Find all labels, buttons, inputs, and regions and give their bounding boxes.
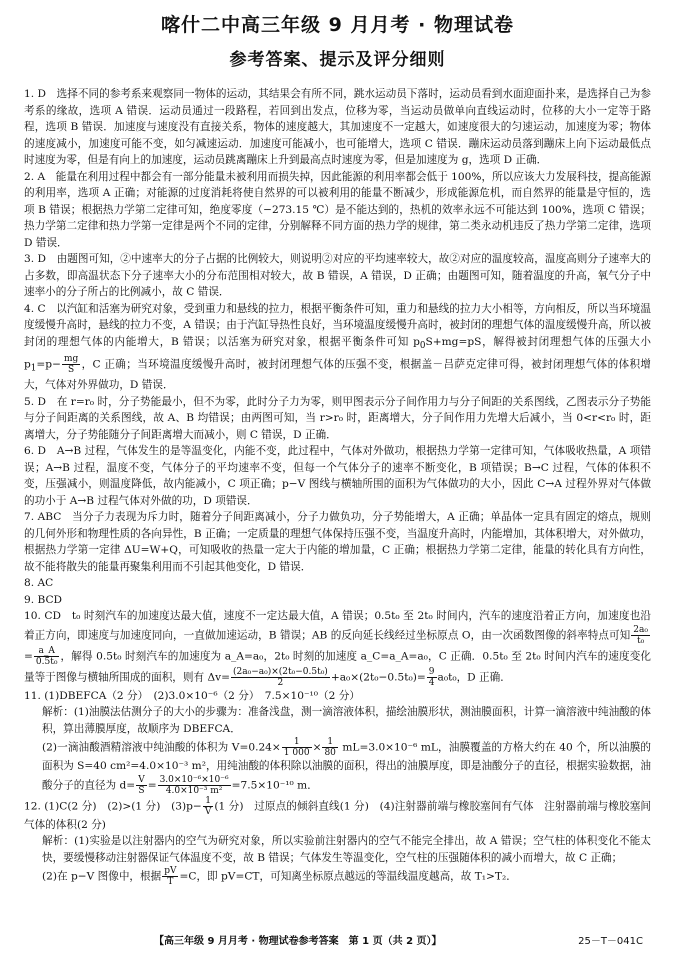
answer-q9: 9. BCD <box>24 593 63 606</box>
answer-q2: 2. A 能量在利用过程中都会有一部分能量未被利用而损失掉，因此能源的利用率都会低于 100%，所以应该大力发展科技，提高能源的利用率，选项 A 正确；对能源的过度消耗将使自然界的可以被利用的能量不断减少，形成能源危机，而自然界的能量是守恒的，选项 B 错误；根据热力学第二定律可知，绝度零度（−273.15 ℃）是不能达到的，热机的效率永远不可能达到 100%，选项 C 错误；热力学第二定律和热力学第一定律是两个不同的定律，分别解释不同方面的热力学的规律，第二类永动机违反了热力学第二定律，选项 D 错误． <box>24 170 651 249</box>
answer-q12-head: 12. (1)C(2 分) (2)>(1 分) (3)p− $\frac{1}{V}$ (1 分) 过原点的倾斜直线(1 分) (4)注射器前端与橡胶塞间有气体 注射器前端与橡胶塞间气体的体积(2 分) <box>24 795 652 831</box>
answer-q7: 7. ABC 当分子力表现为斥力时，随着分子间距离减小，分子力做负功，分子势能增大，A 正确；单晶体一定具有固定的熔点，规则的几何外形和物理性质的各向异性，B 正确；一定质量的理想气体保持压强不变，当温度升高时，内能增加，其体积增大，对外做功，根据热力学第一定律 ΔU=W+Q，可知吸收的热量一定大于内能的增加量，C 正确；根据热力学第二定律，能量的转化具有方向性，故不能将散失的能量再聚集利用而不引起其他变化，D 错误． <box>24 511 651 573</box>
q10-text-c: +a₀×(2t₀−0.5t₀)= <box>330 671 426 684</box>
answer-q11-analysis-1: 解析：(1)油膜法估测分子的大小的步骤为：准备浅盘，测一滴溶液体积，描绘油膜形状，测油膜面积，计算一滴溶液中纯油酸的体积，算出薄膜厚度，故顺序为 DBEFCA． <box>42 706 651 735</box>
q10-fraction-3: $\frac{\text{(2a₀−a₀)×(2t₀−0.5t₀)}}{2}$ <box>232 666 328 688</box>
q11-fraction-2: $\frac{1}{80}$ <box>324 737 336 759</box>
q10-fraction-2: $\frac{a\_A}{\text{0.5t₀}}$ <box>35 645 58 667</box>
answer-q11-head: 11. (1)DBEFCA（2 分） (2)3.0×10⁻⁶（2 分） 7.5×10⁻¹⁰（2 分） <box>24 689 360 702</box>
q10-text-a: 10. CD t₀ 时刻汽车的加速度达最大值，速度不一定达最大值，A 错误；0.5t₀ 至 2t₀ 时间内，汽车的速度沿着正方向，加速度也沿着正方向，即速度与加速度同向，一直做加速运动，B 错误；AB 的反向延长线经过坐标原点 O，由一次函数图像的斜率特点可知 <box>24 610 651 642</box>
q12-fraction-2: $\frac{pV}{T}$ <box>164 866 177 888</box>
q11-fraction-3: $\frac{V}{S}$ <box>138 774 145 796</box>
answers-body <box>24 86 651 887</box>
answer-q4: 4. C 以汽缸和活塞为研究对象，受到重力和悬线的拉力，根据平衡条件可知，重力和悬线的拉力大小相等，方向相反，所以当环境温度缓慢升高时，悬线的拉力不变，A 错误；由于汽缸导热性良好，当环境温度缓慢升高时，被封闭的理想气体的温度缓慢升高，所以被封闭的理想气体的内能增大，B 错误；以活塞为研究对象，根据平衡条件可知 $p_0S+mg=pS$，解得被封闭理想气体的压强大小 $p_1=p-$ $\frac{mg}{S}$ ，C 正确；当环境温度缓慢升高时，被封闭理想气体的压强不变，根据盖－吕萨克定律可得，被封闭理想气体的体积增大，气体对外界做功，D 错误． <box>24 302 651 392</box>
q12-fraction-1: $\frac{1}{V}$ <box>204 795 212 817</box>
q4-text-a: 4. C 以汽缸和活塞为研究对象，受到重力和悬线的拉力，根据平衡条件可知，重力和悬线的拉力大小相等，方向相反，所以当环境温度缓慢升高时，悬线的拉力不变，A 错误；由于汽缸导热性良好，当环境温度缓慢升高时，被封闭的理想气体的温度缓慢升高，所以被封闭的理想气体的内能增大，B 错误；以活塞为研究对象，根据平衡条件可知 p <box>24 302 651 348</box>
answer-q8: 8. AC <box>24 577 54 590</box>
answer-q12-analysis-1: 解析：(1)实验是以注射器内的空气为研究对象，所以实验前注射器内的空气不能完全排出，故 A 错误；空气柱的体积变化不能太快，要缓慢移动注射器保证气体温度不变，故 B 错误；气体发生等温变化，空气柱的压强随体积的减小而增大，故 C 正确； <box>42 835 651 864</box>
q4-text-d: ，C 正确；当环境温度缓慢升高时，被封闭理想气体的压强不变，根据盖－吕萨克定律可得，被封闭理想气体的体积增大，气体对外界做功，D 错误． <box>24 358 651 392</box>
q11-fraction-4: $\frac{\text{3.0×10⁻⁶×10⁻⁶}}{\text{4.0×10⁻³ m²}}$ <box>159 774 229 796</box>
answer-q1: 1. D 选择不同的参考系来观察同一物体的运动，其结果会有所不同，跳水运动员下落时，运动员看到水面迎面扑来，是选择自己为参考系的缘故，选项 A 错误．运动员通过一段路程，若回到出发点，位移为零，当运动员做单向直线运动时，位移的大小一定等于路程，选项 B 错误．加速度与速度没有直接关系，物体的速度越大，其加速度不一定越大，如速度很大的匀速运动，加速度为零；物体的速度减小，加速度可能不变，如匀减速运动．加速度可能减小，也可能增大，选项 C 错误．蹦床运动员落到蹦床上向下运动最低点时速度为零，但是有向上的加速度，运动员跳离蹦床上升到最高点时速度为零，但是加速度为 g，选项 D 正确． <box>24 88 651 166</box>
answer-q12-analysis-2: (2)在 p−V 图像中，根据 $\frac{pV}{T}$ =C，即 pV=CT，可知离坐标原点越远的等温线温度越高，故 T₁>T₂． <box>42 866 517 888</box>
answer-q5: 5. D 在 r=r₀ 时，分子势能最小，但不为零，此时分子力为零，则甲图表示分子间作用力与分子间距的关系图线，乙图表示分子势能与分子间距离的关系图线，故 A、B 均错误；由两图可知，当 r>r₀ 时，距离增大，分子间作用力先增大后减小，当 0<r<r₀ 时，距离增大，分子势能随分子间距离增大而减小，则 C 错误，D 正确． <box>24 395 651 441</box>
q10-text-d: a₀t₀，D 正确． <box>437 671 511 684</box>
footer-page-info: 【高三年级 9 月月考 · 物理试卷参考答案 第 1 页（共 2 页）】 <box>154 936 442 947</box>
answer-q6: 6. D A→B 过程，气体发生的是等温变化，内能不变，此过程中，气体对外做功，根据热力学第一定律可知，气体吸收热量，A 项错误；A→B 过程，温度不变，气体分子的平均速率不变，但每一个气体分子的速率不断变化，B 项错误；B→C 过程，气体的体积不变，压强减小，则温度降低，故内能减小，C 项正确；p−V 图线与横轴所围的面积为气体做功的大小，因此 C→A 过程外界对气体做的功小于 A→B 过程气体对外做的功，D 项错误． <box>24 445 651 507</box>
q10-eq: = <box>24 650 33 663</box>
document-subtitle: 参考答案、提示及评分细则 <box>229 50 446 70</box>
q4-text-c: =p− <box>36 358 61 371</box>
q4-fraction: $\frac{mg}{S}$ <box>63 354 79 376</box>
q10-text-b: ，解得 0.5t₀ 时刻汽车的加速度为 a_A=a₀，2t₀ 时刻的加速度 a_C=a_A=a₀，C 正确．0.5t₀ 至 2t₀ 时间内汽车的速度变化量等于图像与横轴所围成的面积，则有 Δv= <box>24 650 651 684</box>
q4-text-b: S+mg=pS，解得被封闭理想气体的压强大小 p <box>24 335 651 371</box>
answer-q10 <box>24 608 651 688</box>
answer-q11-analysis-2: (2)一滴油酸酒精溶液中纯油酸的体积为 V=0.24× $\frac{1}{1 000}$ × $\frac{1}{80}$ mL=3.0×10⁻⁶ mL，油膜覆盖的方格大约在 40 个，所以油膜的面积为 S=40 cm²=4.0×10⁻³ m²，用纯油酸的体积除以油膜的面积，得出的油膜厚度，即是油酸分子的直径，根据实验数据，油酸分子的直径为 d= $\frac{V}{S}$ = $\frac{\text{3.0×10⁻⁶×10⁻⁶}}{\text{4.0×10⁻³ m²}}$ =7.5×10⁻¹⁰ m． <box>42 737 651 796</box>
q10-fraction-4: $\frac{9}{4}$ <box>428 666 435 688</box>
q10-fraction-1: $\frac{\text{2a₀}}{\text{t₀}}$ <box>633 624 648 646</box>
q11-fraction-1: $\frac{1}{1 000}$ <box>283 737 310 759</box>
footer-code: 25－T－041C <box>578 936 643 947</box>
document-title: 喀什二中高三年级 9 月月考 · 物理试卷 <box>161 14 514 36</box>
answer-q3: 3. D 由题图可知，②中速率大的分子占据的比例较大，则说明②对应的平均速率较大，故②对应的温度较高，温度高则分子速率大的占多数，即高温状态下分子速率大小的分布范围相对较大，故 B 错误，A 错误，D 正确；由题图可知，随着温度的升高，氧气分子中速率小的分子所占的比例减小，故 C 错误． <box>24 253 651 298</box>
